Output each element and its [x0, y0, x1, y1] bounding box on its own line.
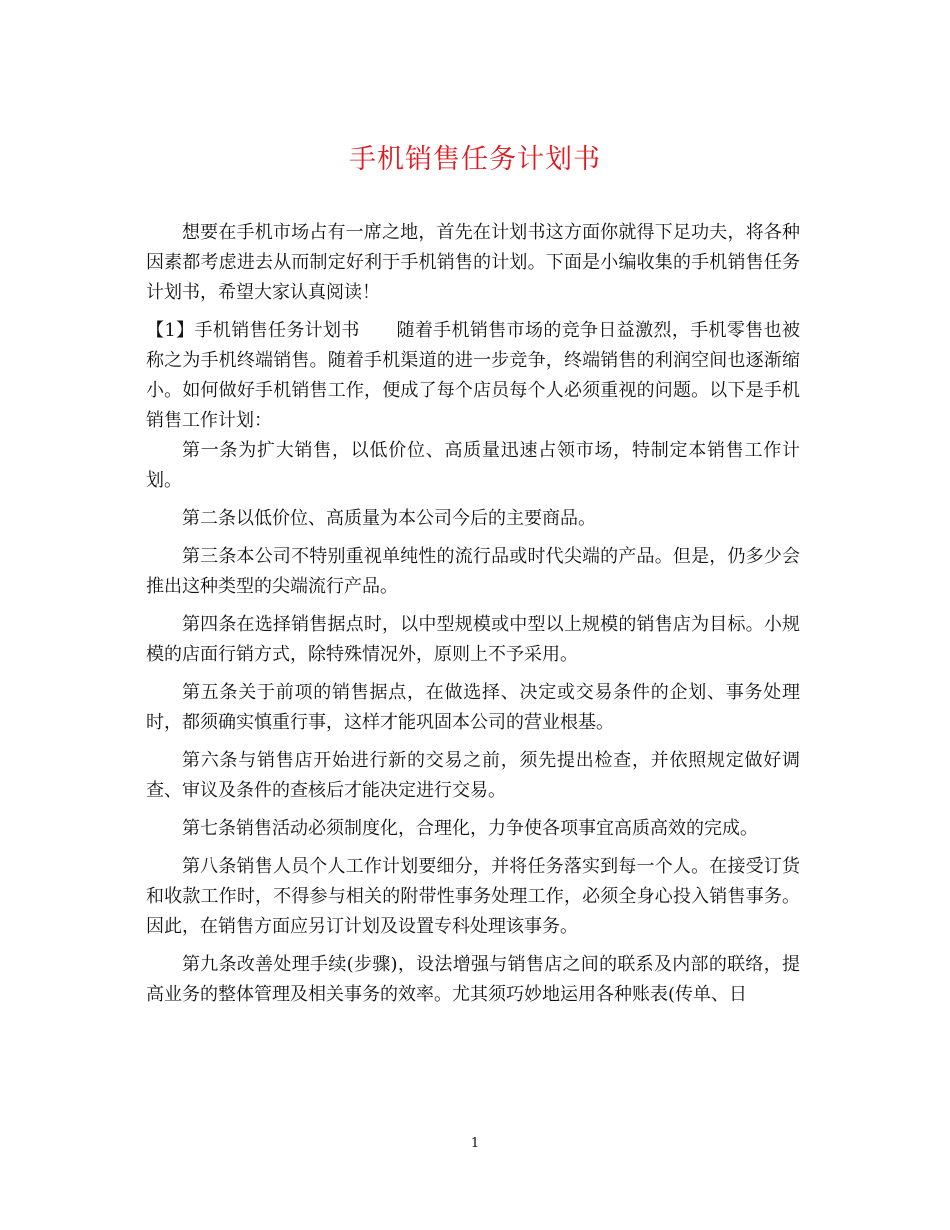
- paragraph-article-8: 第八条销售人员个人工作计划要细分，并将任务落实到每一个人。在接受订货和收款工作时，不得参与相关的附带性事务处理工作，必须全身心投入销售事务。因此，在销售方面应另订计划及设置专科处理该事务。: [146, 856, 800, 937]
- paragraph-article-4: 第四条在选择销售据点时，以中型规模或中型以上规模的销售店为目标。小规模的店面行销方式，除特殊情况外，原则上不予采用。: [146, 614, 800, 665]
- paragraph-intro: 想要在手机市场占有一席之地，首先在计划书这方面你就得下足功夫，将各种因素都考虑进去从而制定好利于手机销售的计划。下面是小编收集的手机销售任务计划书，希望大家认真阅读！: [146, 222, 800, 303]
- paragraph-section-1: 【1】手机销售任务计划书 随着手机销售市场的竞争日益激烈，手机零售也被称之为手机终端销售。随着手机渠道的进一步竞争，终端销售的利润空间也逐渐缩小。如何做好手机销售工作，便成了每个店员每个人必须重视的问题。以下是手机销售工作计划：: [146, 320, 800, 431]
- document-body: [146, 218, 800, 1018]
- paragraph-article-5: 第五条关于前项的销售据点，在做选择、决定或交易条件的企划、事务处理时，都须确实慎重行事，这样才能巩固本公司的营业根基。: [146, 682, 800, 733]
- paragraph-article-3: 第三条本公司不特别重视单纯性的流行品或时代尖端的产品。但是，仍多少会推出这种类型的尖端流行产品。: [146, 546, 800, 597]
- paragraph-article-2: 第二条以低价位、高质量为本公司今后的主要商品。: [182, 508, 596, 529]
- paragraph-article-6: 第六条与销售店开始进行新的交易之前，须先提出检查，并依照规定做好调查、审议及条件的查核后才能决定进行交易。: [146, 750, 800, 801]
- paragraph-article-7: 第七条销售活动必须制度化，合理化，力争使各项事宜高质高效的完成。: [182, 818, 758, 839]
- page-number: 1: [470, 1136, 480, 1151]
- paragraph-article-1: 第一条为扩大销售，以低价位、高质量迅速占领市场，特制定本销售工作计划。: [146, 440, 800, 491]
- paragraph-article-9: 第九条改善处理手续(步骤)，设法增强与销售店之间的联系及内部的联络，提高业务的整体管理及相关事务的效率。尤其须巧妙地运用各种账表(传单、日: [146, 954, 800, 1005]
- document-title: 手机销售任务计划书: [349, 144, 601, 175]
